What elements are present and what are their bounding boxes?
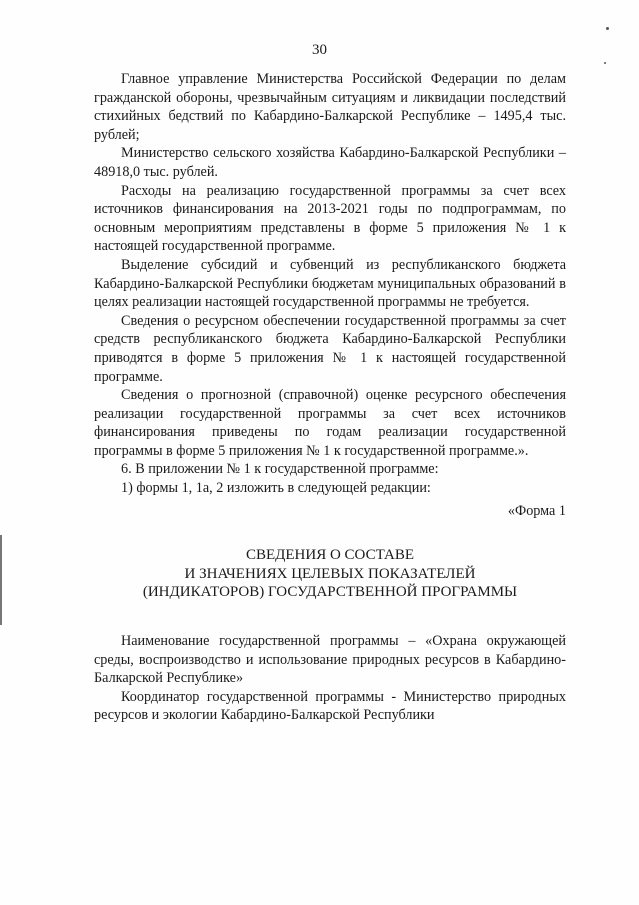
- heading-line: СВЕДЕНИЯ О СОСТАВЕ: [245, 547, 414, 564]
- paragraph-subsidies: Выделение субсидий и субвенций из республиканского бюджета Кабардино-Балкарской Республики бюджетам муниципальных образований в целях реализации настоящей государственной программы не требуется.: [94, 256, 566, 311]
- paragraph-resource-support: Сведения о ресурсном обеспечении государственной программы за счет средств республиканского бюджета Кабардино-Балкарской Республики приводятся в форме 5 приложения № 1 к настоящей государственной программе.: [94, 312, 566, 385]
- scan-mark-dot: [604, 62, 606, 64]
- heading-line: (ИНДИКАТОРОВ) ГОСУДАРСТВЕННОЙ ПРОГРАММЫ: [142, 584, 518, 601]
- paragraph-program-name: Наименование государственной программы – «Охрана окружающей среды, воспроизводство и использование природных ресурсов в Кабардино-Балкарской Республике»: [94, 633, 566, 687]
- paragraph-expenses: Расходы на реализацию государственной программы за счет всех источников финансирования на 2013-2021 годы по подпрограммам, по основным мероприятиям представлены в форме 5 приложения № 1 к настоящей государственной программе.: [94, 182, 566, 255]
- section-heading: [94, 546, 566, 602]
- paragraph-appendix-item: 6. В приложении № 1 к государственной программе:: [121, 461, 439, 478]
- scan-edge-line: [0, 535, 2, 625]
- paragraph-agriculture-ministry: Министерство сельского хозяйства Кабардино-Балкарской Республики – 48918,0 тыс. рублей.: [94, 145, 566, 180]
- paragraph-program-coordinator: Координатор государственной программы - Министерство природных ресурсов и экологии Кабардино-Балкарской Республики: [94, 688, 566, 724]
- document-body: [94, 70, 566, 725]
- scan-mark-dot: [606, 27, 609, 30]
- paragraph-forecast-assessment: Сведения о прогнозной (справочной) оценке ресурсного обеспечения реализации государственной программы за счет всех источников финансирования приведены по годам реализации государственной программы в форме 5 приложения № 1 к государственной программе.».: [94, 387, 566, 459]
- form-label: «Форма 1: [507, 502, 566, 519]
- heading-line: И ЗНАЧЕНИЯХ ЦЕЛЕВЫХ ПОКАЗАТЕЛЕЙ: [184, 565, 476, 582]
- paragraph-forms-item: 1) формы 1, 1а, 2 изложить в следующей редакции:: [121, 480, 431, 497]
- page-number: 30: [312, 42, 327, 58]
- paragraph-emergency-ministry: Главное управление Министерства Российской Федерации по делам гражданской обороны, чрезвычайным ситуациям и ликвидации последствий стихийных бедствий по Кабардино-Балкарской Республике – 1495,4 тыс. рублей;: [94, 71, 566, 143]
